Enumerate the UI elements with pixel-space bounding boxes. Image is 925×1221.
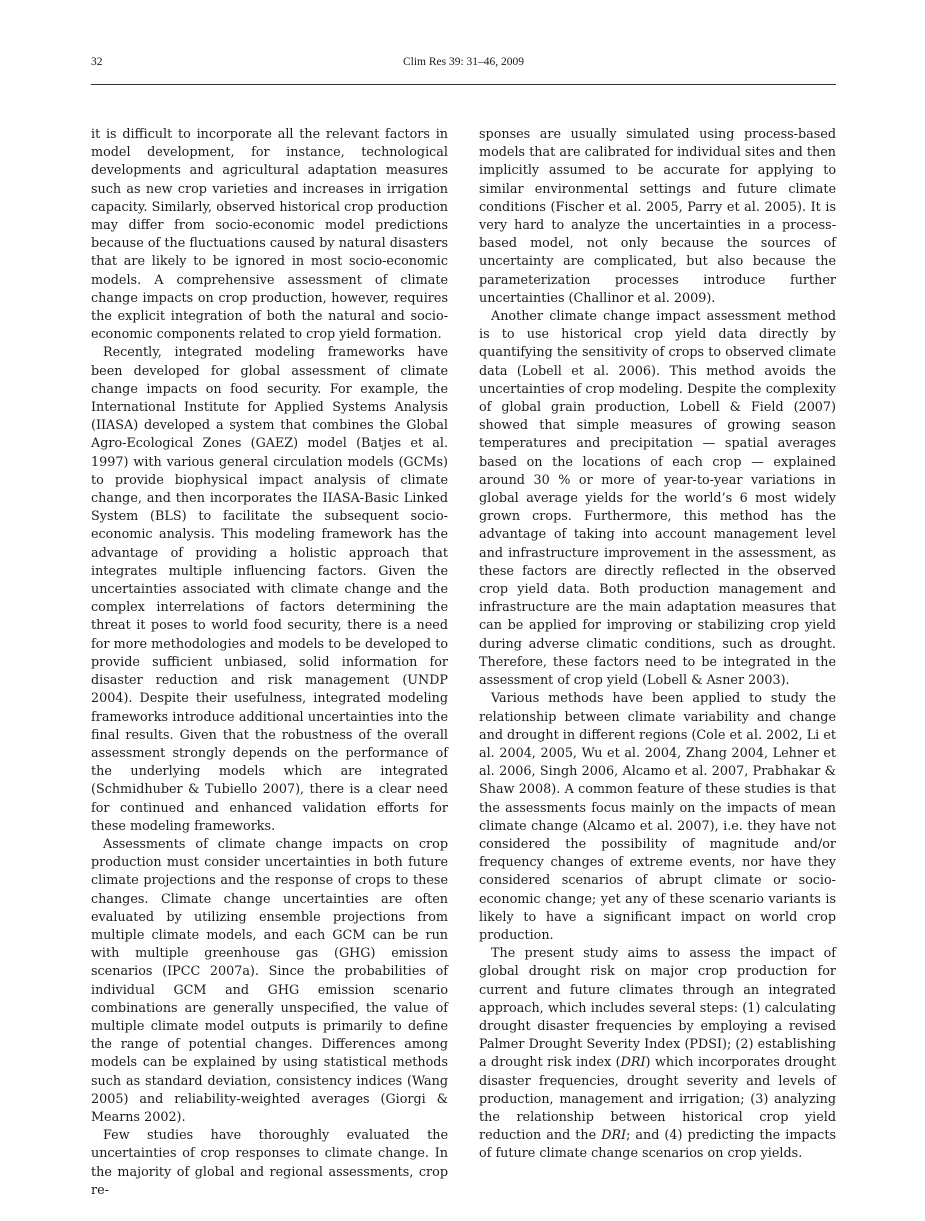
paragraph-historical-yield-method: Another climate change impact assessment method is to use historical crop yield data directly by quantifying the sensitivity of crops to observed climate data (Lobell et al. 2006). This method avoids the uncertainties of crop modeling. Despite the complexity of global grain production, Lobell & Field (2007) showed that simple measures of growing season temperatures and precipitation — spatial averages based on the locations of each crop — explained around 30 % or more of year-to-year variations in global average yields for the world’s 6 most widely grown crops. Furthermore, this method has the advantage of taking into account management level and infrastructure improvement in the assessment, as these factors are directly reflected in the observed crop yield data. Both production management and infrastructure are the main adaptation measures that can be applied for improving or stabilizing crop yield during adverse climatic conditions, such as drought. Therefore, these factors need to be integrated in the assessment of crop yield (Lobell & Asner 2003). [479, 309, 836, 689]
left-column [91, 126, 448, 1200]
page-number: 32 [91, 56, 103, 68]
present-study-text-1: The present study aims to assess the impact of global drought risk on major crop production for current and future climates through an integrated approach, which includes several steps: (1) calculating drought disaster frequencies by employing a revised Palmer Drought Severity Index (PDSI); (2) establishing a drought risk index ( [479, 946, 836, 1071]
present-study-text-3: ; and (4) predicting the impacts of future climate change scenarios on crop yields. [479, 1128, 836, 1162]
dri-term: DRI [620, 1055, 646, 1071]
journal-reference: Clim Res 39: 31–46, 2009 [402, 56, 525, 68]
paragraph-process-based-models: sponses are usually simulated using process-based models that are calibrated for individual sites and then implicitly assumed to be accurate for applying to similar environmental settings and future climate conditions (Fischer et al. 2005, Parry et al. 2005). It is very hard to analyze the uncertainties in a process-based model, not only because the sources of uncertainty are complicated, but also because the parameterization processes introduce further uncertainties (Challinor et al. 2009). [479, 127, 836, 306]
paragraph-present-study [479, 945, 836, 1163]
right-column [479, 126, 836, 1164]
dri-term: DRI [601, 1128, 627, 1144]
paragraph-integrated-frameworks: Recently, integrated modeling frameworks have been developed for global assessment of climate change impacts on food security. For example, the International Institute for Applied Systems Analysis (IIASA) developed a system that combines the Global Agro-Ecological Zones (GAEZ) model (Batjes et al. 1997) with various general circulation models (GCMs) to provide biophysical impact analysis of climate change, and then incorporates the IIASA-Basic Linked System (BLS) to facilitate the subsequent socio-economic analysis. This modeling framework has the advantage of providing a holistic approach that integrates multiple influencing factors. Given the uncertainties associated with climate change and the complex interrelations of factors determining the threat it poses to world food security, there is a need for more methodologies and models to be developed to provide sufficient unbiased, solid information for disaster reduction and risk management (UNDP 2004). Despite their usefulness, integrated modeling frameworks introduce additional uncertainties into the final results. Given that the robustness of the overall assessment strongly depends on the performance of the underlying models which are integrated (Schmidhuber & Tubiello 2007), there is a clear need for continued and enhanced validation efforts for these modeling frameworks. [91, 345, 448, 834]
paragraph-crop-responses: Few studies have thoroughly evaluated the uncertainties of crop responses to climate change. In the majority of global and regional assessments, crop re- [91, 1128, 448, 1198]
paragraph-various-methods: Various methods have been applied to study the relationship between climate variability and change and drought in different regions (Cole et al. 2002, Li et al. 2004, 2005, Wu et al. 2004, Zhang 2004, Lehner et al. 2006, Singh 2006, Alcamo et al. 2007, Prabhakar & Shaw 2008). A common feature of these studies is that the assessments focus mainly on the impacts of mean climate change (Alcamo et al. 2007), i.e. they have not considered the possibility of magnitude and/or frequency changes of extreme events, nor have they considered scenarios of abrupt climate or socio-economic change; yet any of these scenario variants is likely to have a significant impact on world crop production. [479, 691, 836, 943]
page-header [91, 54, 836, 85]
paragraph-uncertainties: Assessments of climate change impacts on crop production must consider uncertainties in both future climate projections and the response of crops to these changes. Climate change uncertainties are often evaluated by utilizing ensemble projections from multiple climate models, and each GCM can be run with multiple greenhouse gas (GHG) emission scenarios (IPCC 2007a). Since the probabilities of individual GCM and GHG emission scenario combinations are generally unspecified, the value of multiple climate model outputs is primarily to define the range of potential changes. Differences among models can be explained by using statistical methods such as standard deviation, consistency indices (Wang 2005) and reliability-weighted averages (Giorgi & Mearns 2002). [91, 836, 448, 1125]
paragraph-continued: it is difficult to incorporate all the relevant factors in model development, for instance, technological developments and agricultural adaptation measures such as new crop varieties and increases in irrigation capacity. Similarly, observed historical crop production may differ from socio-economic model predictions because of the fluctuations caused by natural disasters that are likely to be ignored in most socio-economic models. A comprehensive assessment of climate change impacts on crop production, however, requires the explicit integration of both the natural and socio-economic components related to crop yield formation. [91, 127, 448, 343]
present-study-text-2: ) which incorporates drought disaster frequencies, drought severity and levels of production, management and irrigation; (3) analyzing the relationship between historical crop yield reduction and the [479, 1055, 836, 1144]
